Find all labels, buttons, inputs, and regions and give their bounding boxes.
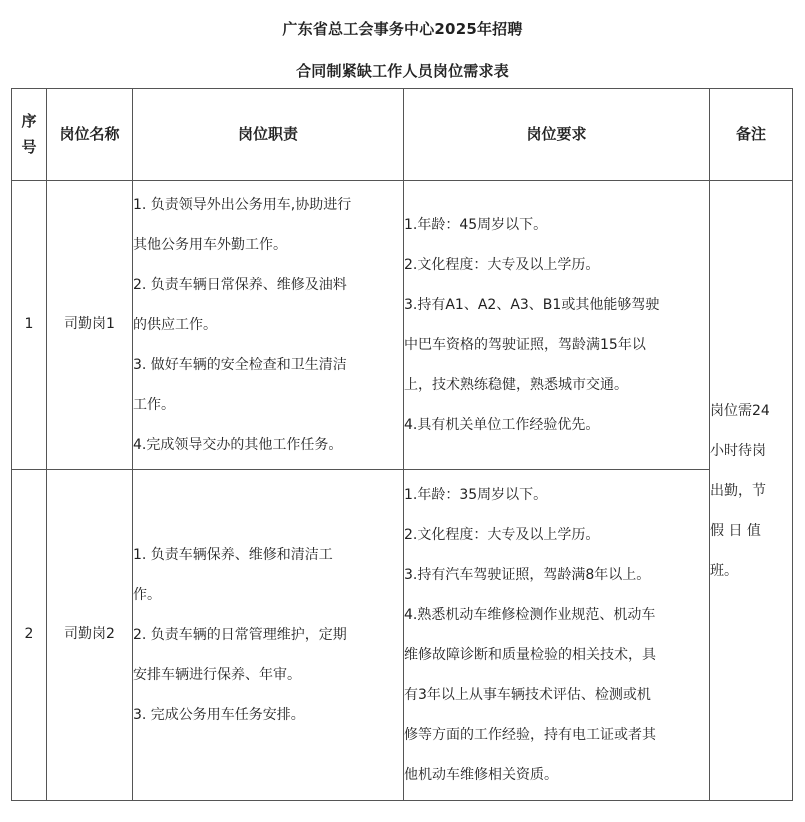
remark-line: 班。: [710, 562, 738, 579]
row-duties: [133, 181, 404, 470]
requirement-line: 中巴车资格的驾驶证照，驾龄满15年以: [404, 337, 646, 353]
duty-line: 2. 负责车辆日常保养、维修及油料: [133, 277, 347, 293]
requirement-line: 有3年以上从事车辆技术评估、检测或机: [404, 687, 651, 703]
remark-line: 小时待岗: [710, 442, 766, 459]
requirement-line: 4.具有机关单位工作经验优先。: [404, 417, 600, 433]
row-requirements: [404, 181, 710, 470]
row-seq: 2: [12, 470, 47, 801]
requirement-line: 修等方面的工作经验，持有电工证或者其: [404, 727, 656, 743]
requirement-line: 维修故障诊断和质量检验的相关技术，具: [404, 647, 656, 663]
header-remark: 备注: [710, 89, 793, 181]
row-seq: 1: [12, 181, 47, 470]
duty-line: 1. 负责车辆保养、维修和清洁工: [133, 547, 333, 563]
header-duties: 岗位职责: [133, 89, 404, 181]
remark-line: 岗位需24: [710, 402, 770, 419]
table-row: [12, 181, 793, 470]
requirement-line: 1.年龄：45周岁以下。: [404, 217, 548, 233]
header-requirements: 岗位要求: [404, 89, 710, 181]
header-position: 岗位名称: [47, 89, 133, 181]
table-header-row: [12, 89, 793, 181]
row-requirements: [404, 470, 710, 801]
document-subtitle: 合同制紧缺工作人员岗位需求表: [296, 62, 509, 80]
duty-line: 的供应工作。: [133, 317, 217, 333]
duty-line: 1. 负责领导外出公务用车,协助进行: [133, 197, 352, 213]
requirement-line: 上，技术熟练稳健，熟悉城市交通。: [404, 377, 628, 393]
row-remark: [710, 181, 793, 801]
duty-line: 工作。: [133, 397, 175, 413]
requirement-line: 2.文化程度：大专及以上学历。: [404, 257, 600, 273]
header-seq-char-2: 号: [21, 137, 37, 156]
row-position: 司勤岗2: [47, 470, 133, 801]
duty-line: 4.完成领导交办的其他工作任务。: [133, 437, 343, 453]
requirement-line: 3.持有汽车驾驶证照，驾龄满8年以上。: [404, 567, 651, 583]
duty-line: 其他公务用车外勤工作。: [133, 237, 287, 253]
header-seq: [12, 89, 47, 181]
table-row: [12, 470, 793, 801]
requirement-line: 4.熟悉机动车维修检测作业规范、机动车: [404, 607, 656, 623]
requirement-line: 3.持有A1、A2、A3、B1或其他能够驾驶: [404, 297, 660, 313]
requirement-line: 2.文化程度：大专及以上学历。: [404, 527, 600, 543]
requirement-line: 1.年龄：35周岁以下。: [404, 487, 548, 503]
row-duties: [133, 470, 404, 801]
duty-line: 3. 完成公务用车任务安排。: [133, 707, 305, 723]
duty-line: 作。: [133, 587, 161, 603]
document-title: 广东省总工会事务中心2025年招聘: [282, 20, 523, 38]
remark-line: 出勤，节: [710, 482, 766, 499]
remark-line: 假 日 值: [710, 522, 761, 539]
header-seq-char-1: 序: [21, 112, 37, 130]
job-requirements-table: [11, 88, 793, 801]
row-position: 司勤岗1: [47, 181, 133, 470]
duty-line: 3. 做好车辆的安全检查和卫生清洁: [133, 357, 347, 373]
requirement-line: 他机动车维修相关资质。: [404, 767, 558, 783]
duty-line: 2. 负责车辆的日常管理维护，定期: [133, 627, 347, 643]
duty-line: 安排车辆进行保养、年审。: [133, 667, 301, 683]
